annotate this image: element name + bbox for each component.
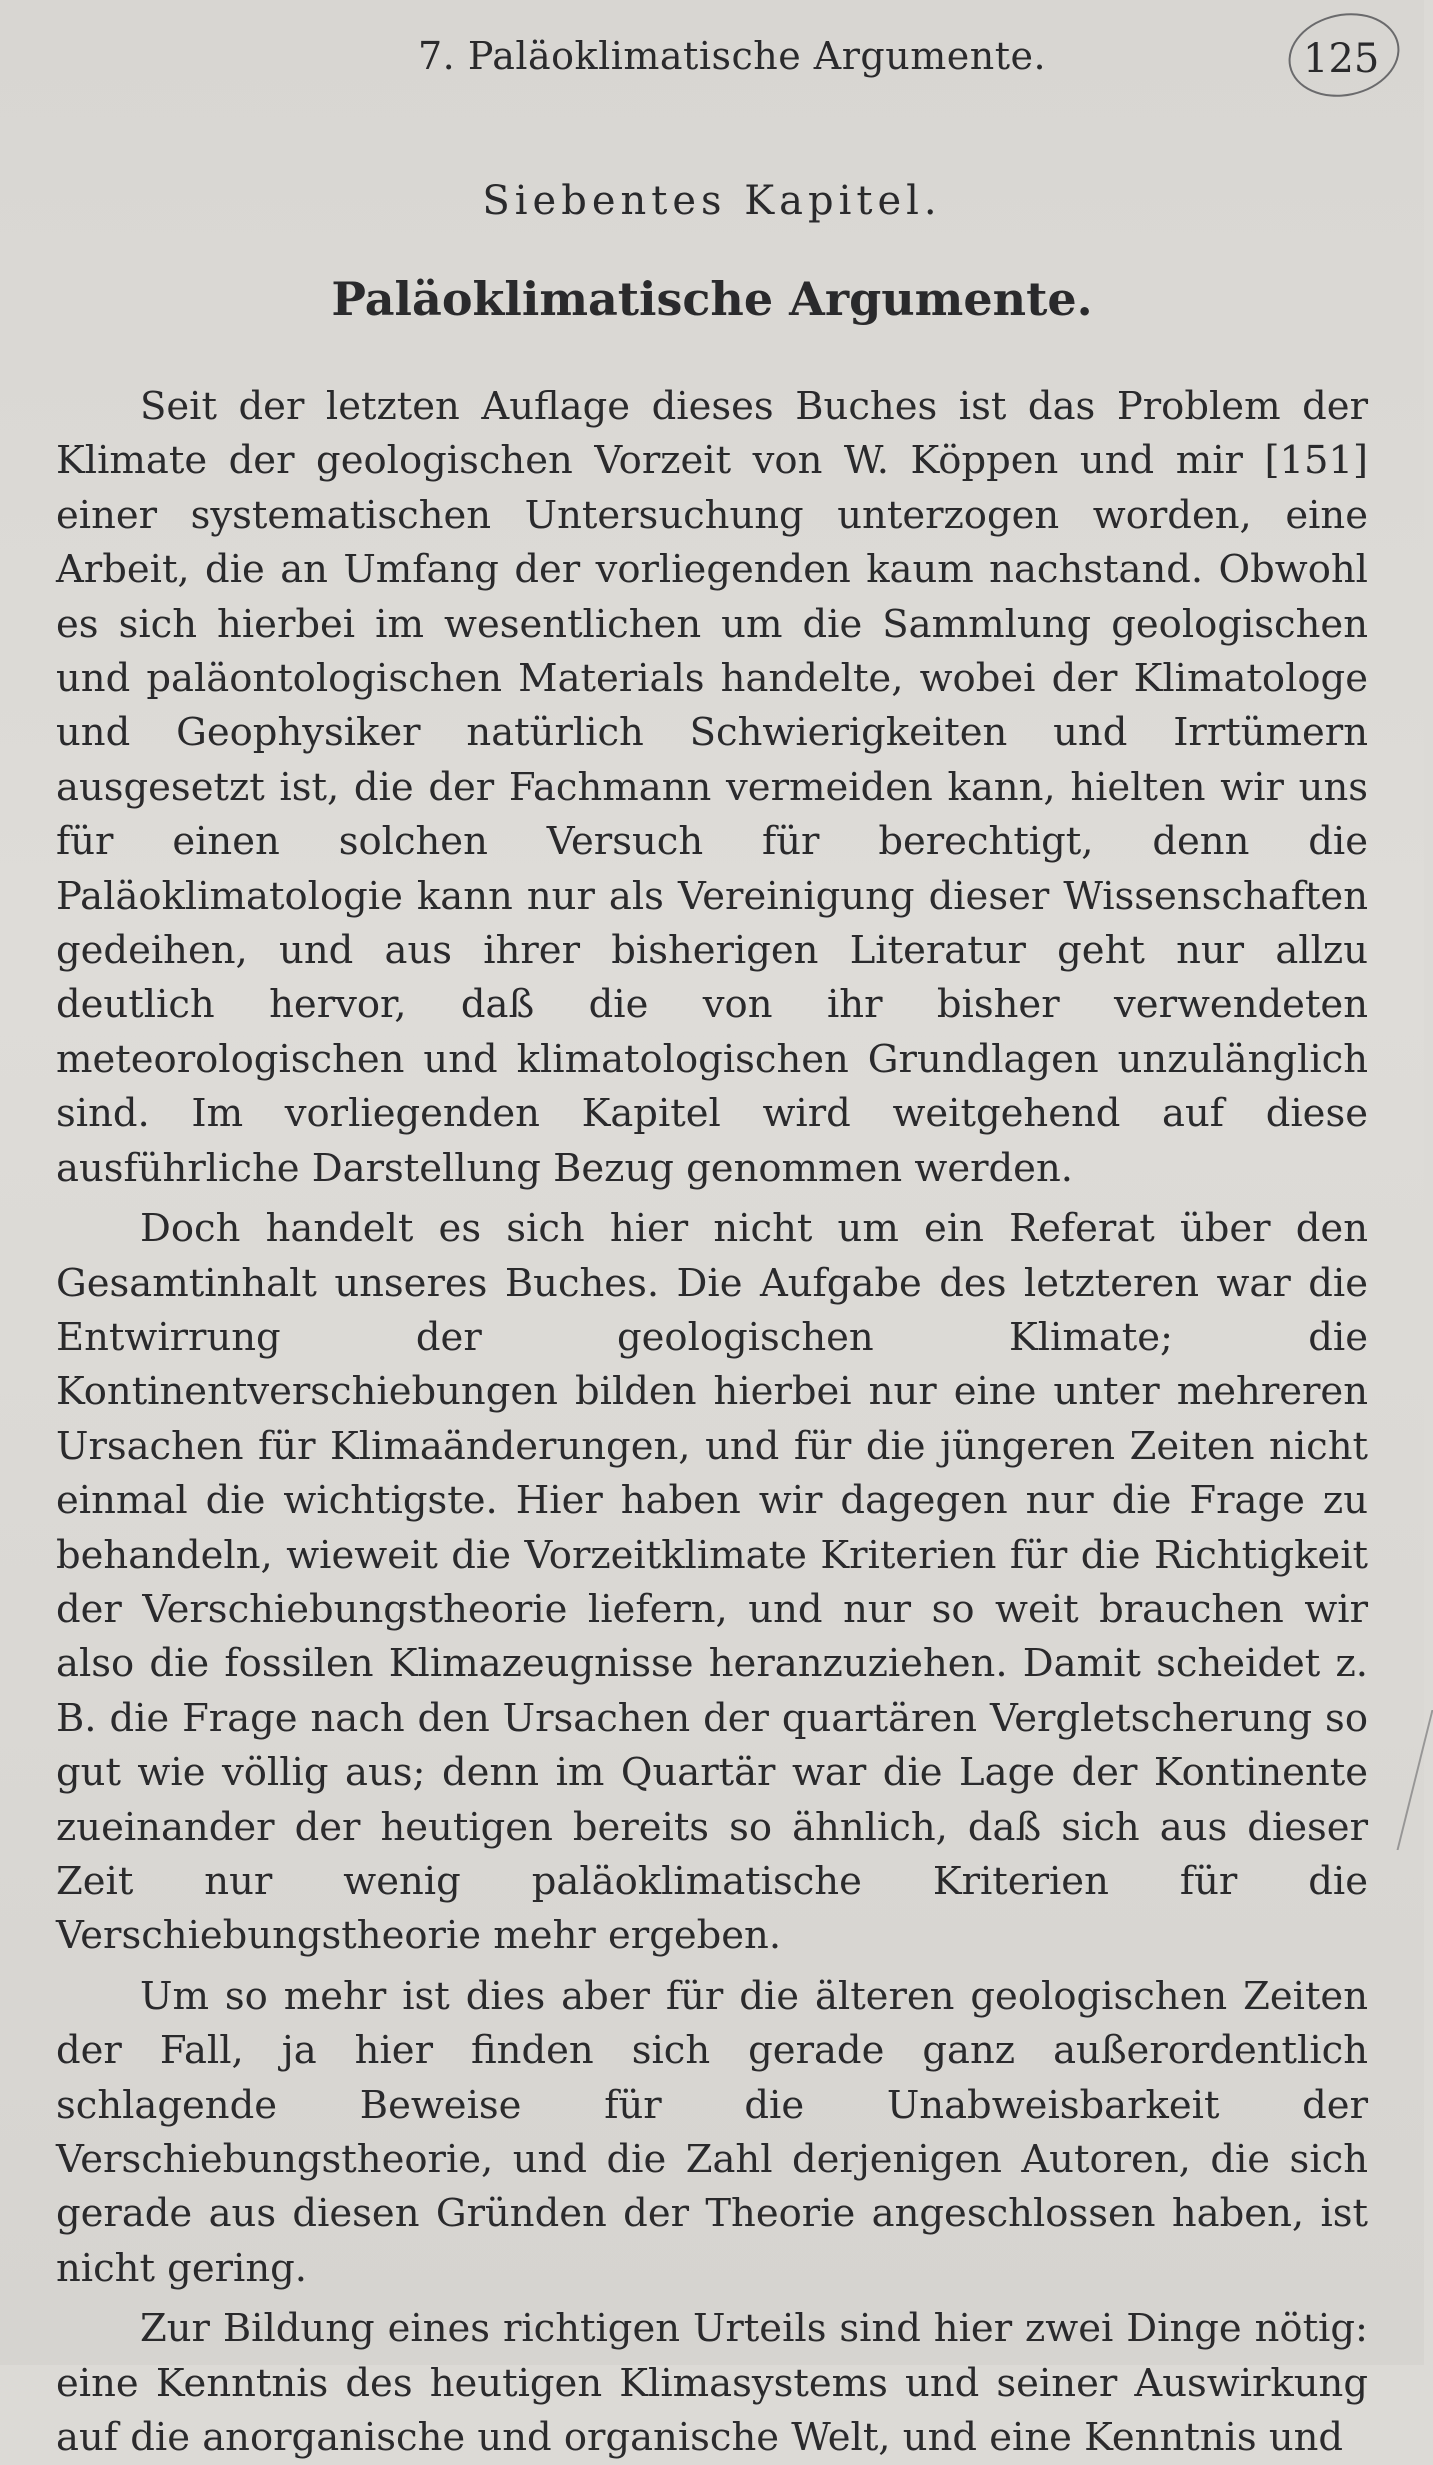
running-title: 7. Paläoklimatische Argumente. [418, 34, 1047, 78]
pencil-margin-mark [1377, 1710, 1433, 1850]
paragraph: Doch handelt es sich hier nicht um ein Referat über den Gesamtinhalt unseres Buches. Die Aufgabe des letzteren war die Entwirrung der geologischen Klimate; die Kontinentverschiebungen bilden hierbei nur eine unter mehreren Ursachen für Klimaänderungen, und für die jüngeren Zeiten nicht einmal die wichtigste. Hier haben wir dagegen nur die Frage zu behandeln, wieweit die Vorzeitklimate Kriterien für die Richtigkeit der Verschiebungstheorie liefern, und nur so weit brauchen wir also die fossilen Klimazeugnisse heranzuziehen. Damit scheidet z. B. die Frage nach den Ursachen der quartären Vergletscherung so gut wie völlig aus; denn im Quartär war die Lage der Kontinente zueinander der heutigen bereits so ähnlich, daß sich aus dieser Zeit nur wenig paläoklimatische Kriterien für die Verschiebungstheorie mehr ergeben. [56, 1206, 1368, 1959]
running-header [0, 30, 1424, 90]
chapter-title: Paläoklimatische Argumente. [331, 272, 1093, 326]
paragraph: Zur Bildung eines richtigen Urteils sind hier zwei Dinge nötig: eine Kenntnis des heutigen Klimasystems und seiner Auswirkung auf die anorganische und organische Welt, und eine Kenntnis und [56, 2306, 1368, 2461]
page-number: 125 [1303, 36, 1380, 82]
body-text [56, 380, 1368, 2465]
paragraph: Um so mehr ist dies aber für die älteren geologischen Zeiten der Fall, ja hier finden sich gerade ganz außerordentlich schlagende Beweise für die Unabweisbarkeit der Verschiebungstheorie, und die Zahl derjenigen Autoren, die sich gerade aus diesen Gründen der Theorie angeschlossen haben, ist nicht gering. [56, 1973, 1368, 2291]
paragraph: Seit der letzten Auflage dieses Buches ist das Problem der Klimate der geologischen Vorzeit von W. Köppen und mir [151] einer systematischen Untersuchung unterzogen worden, eine Arbeit, die an Umfang der vorliegenden kaum nachstand. Obwohl es sich hierbei im wesentlichen um die Sammlung geologischen und paläontologischen Materials handelte, wobei der Klimatologe und Geophysiker natürlich Schwierigkeiten und Irrtümern ausgesetzt ist, die der Fachmann vermeiden kann, hielten wir uns für einen solchen Versuch für berechtigt, denn die Paläoklimatologie kann nur als Vereinigung dieser Wissenschaften gedeihen, und aus ihrer bisherigen Literatur geht nur allzu deutlich hervor, daß die von ihr bisher verwendeten meteorologischen und klimatologischen Grundlagen unzulänglich sind. Im vorliegenden Kapitel wird weitgehend auf diese ausführliche Darstellung Bezug genommen werden. [56, 384, 1368, 1191]
chapter-label: Siebentes Kapitel. [482, 178, 942, 224]
